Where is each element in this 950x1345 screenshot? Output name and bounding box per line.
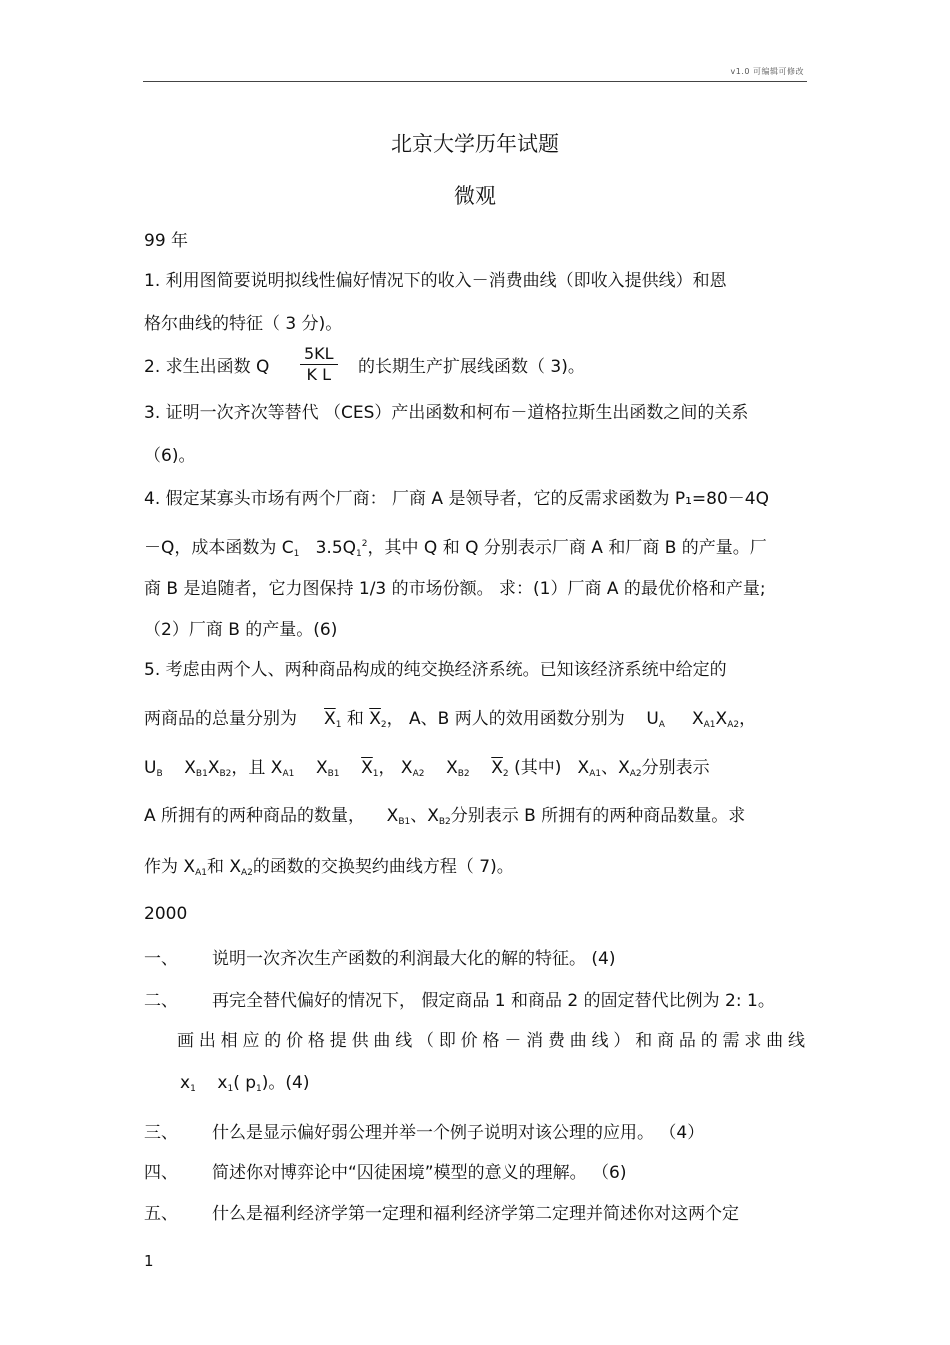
- document-subtitle: 微观: [454, 184, 496, 208]
- q2-fraction: [300, 344, 338, 385]
- q4-line-2: －Q，成本函数为 $C_1$ $3.5Q_1^2$，其中 Q 和 Q 分别表示厂商 A 和厂商 B 的产量。厂: [144, 538, 767, 559]
- q5-line-2-b: A、B 两人的效用函数分别为: [409, 709, 625, 729]
- q4-line-1: 4. 假定某寡头市场有两个厂商： 厂商 A 是领导者，它的反需求函数为 P₁=80－4Q: [144, 489, 770, 509]
- year-2000-heading: 2000: [144, 904, 188, 924]
- q5-line-2: 两商品的总量分别为 $\overline{X}_1$ 和 $\overline{X}_2$， A、B 两人的效用函数分别为 $U_A$ $X_{A1}X_{A2}$，: [144, 709, 757, 730]
- q5-line-2-a: 两商品的总量分别为: [144, 709, 297, 729]
- item-2000-1-number: 一、: [144, 949, 178, 969]
- q3-line-2: （6)。: [144, 446, 196, 466]
- item-2000-3-text: 什么是显示偏好弱公理并举一个例子说明对该公理的应用。 （4）: [212, 1123, 705, 1143]
- year-1999-heading: 99 年: [144, 231, 189, 251]
- q3-line-1: 3. 证明一次齐次等替代 （CES）产出函数和柯布－道格拉斯生出函数之间的关系: [144, 403, 749, 423]
- item-2000-5-text: 什么是福利经济学第一定理和福利经济学第二定理并简述你对这两个定: [212, 1204, 739, 1224]
- q5-line-3-c: 分别表示: [641, 758, 710, 778]
- item-2000-2-formula-tail: 。(4): [268, 1073, 310, 1093]
- item-2000-2-formula: $x_1$ $x_1$( $p_1$)。(4): [180, 1073, 310, 1094]
- item-2000-5-number: 五、: [144, 1204, 178, 1224]
- q4-line-2-b: 3.5Q: [315, 538, 357, 558]
- item-2000-2-continuation: 画出相应的价格提供曲线（即价格－消费曲线）和商品的需求曲线: [177, 1031, 805, 1051]
- item-2000-2-number: 二、: [144, 991, 178, 1011]
- q5-line-4-b: 分别表示 B 所拥有的两种商品数量。求: [450, 806, 746, 826]
- q5-line-4-a: A 所拥有的两种商品的数量，: [144, 806, 366, 826]
- q4-line-2-a: －Q，成本函数为 C: [144, 538, 294, 558]
- q1-line-2: 格尔曲线的特征（ 3 分)。: [144, 314, 343, 334]
- q5-line-1: 5. 考虑由两个人、两种商品构成的纯交换经济系统。已知该经济系统中给定的: [144, 660, 727, 680]
- q4-line-3: 商 B 是追随者，它力图保持 1/3 的市场份额。 求：(1）厂商 A 的最优价格和产量;: [144, 579, 766, 599]
- item-2000-4-text: 简述你对博弈论中“囚徒困境”模型的意义的理解。 （6): [212, 1163, 627, 1183]
- q5-line-5-b: 的函数的交换契约曲线方程（ 7)。: [252, 857, 514, 877]
- header-rule: [143, 81, 807, 82]
- document-title: 北京大学历年试题: [391, 132, 559, 156]
- page-number: 1: [144, 1252, 154, 1270]
- item-2000-1-text: 说明一次齐次生产函数的利润最大化的解的特征。 (4): [212, 949, 616, 969]
- q4-line-2-c: ，其中 Q 和 Q 分别表示厂商 A 和厂商 B 的产量。厂: [367, 538, 767, 558]
- header-version-text: v1.0 可编辑可修改: [730, 67, 804, 76]
- q1-line-1: 1. 利用图简要说明拟线性偏好情况下的收入－消费曲线（即收入提供线）和恩: [144, 271, 727, 291]
- q5-line-3-b: (其中): [514, 758, 562, 778]
- q2-prefix: 2. 求生出函数 Q: [144, 357, 270, 377]
- q2-fraction-denominator: K L: [306, 365, 332, 384]
- q4-line-4: （2）厂商 B 的产量。(6): [144, 620, 338, 640]
- q5-line-5-a: 作为: [144, 857, 178, 877]
- q5-line-3: $U_B$ $X_{B1}X_{B2}$，且 $X_{A1}$ $X_{B1}$ $\overline{X}_1$， $X_{A2}$ $X_{B2}$ $\overline{X}_2$ (其中) $X_{A1}$、$X_{A2}$分别表示: [144, 758, 710, 779]
- page-header: [0, 0, 950, 90]
- item-2000-2-text: 再完全替代偏好的情况下， 假定商品 1 和商品 2 的固定替代比例为 2: 1。: [212, 991, 775, 1011]
- q5-line-4: A 所拥有的两种商品的数量， $X_{B1}$、$X_{B2}$分别表示 B 所拥有的两种商品数量。求: [144, 806, 746, 827]
- q2-fraction-numerator: 5KL: [300, 344, 338, 365]
- q2-suffix: 的长期生产扩展线函数（ 3)。: [358, 357, 585, 377]
- item-2000-3-number: 三、: [144, 1123, 178, 1143]
- q5-line-5: 作为 $X_{A1}$和 $X_{A2}$的函数的交换契约曲线方程（ 7)。: [144, 857, 514, 878]
- item-2000-4-number: 四、: [144, 1163, 178, 1183]
